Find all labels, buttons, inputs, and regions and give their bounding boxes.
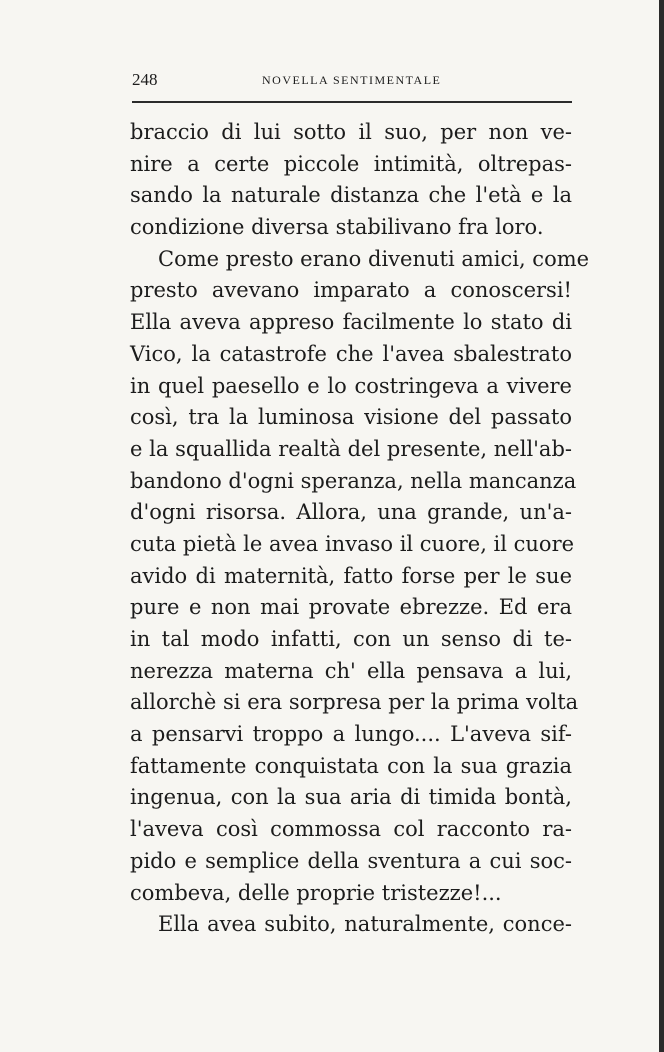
text-line: pure e non mai provate ebrezze. Ed era [130, 595, 572, 620]
text-line: pido e semplice della sventura a cui soc- [130, 848, 572, 873]
text-line: nire a certe piccole intimità, oltrepas- [130, 151, 572, 176]
text-line: d'ogni risorsa. Allora, una grande, un'a- [130, 500, 572, 525]
text-line: Vico, la catastrofe che l'avea sbalestrato [130, 341, 572, 366]
text-line: Ella aveva appreso facilmente lo stato di [130, 310, 572, 335]
header-rule [132, 101, 572, 103]
text-line: e la squallida realtà del presente, nell'ab- [130, 436, 572, 461]
text-line: nerezza materna ch' ella pensava a lui, [130, 658, 572, 683]
page-edge-shadow [659, 0, 664, 1052]
text-line: in quel paesello e lo costringeva a vivere [130, 373, 572, 398]
body-text [130, 117, 590, 941]
text-line: a pensarvi troppo a lungo.... L'aveva sif- [130, 722, 572, 747]
page-header [132, 70, 572, 94]
text-line: così, tra la luminosa visione del passato [130, 405, 572, 430]
text-line: braccio di lui sotto il suo, per non ve- [130, 120, 572, 144]
text-line: fattamente conquistata con la sua grazia [130, 753, 572, 778]
text-line: bandono d'ogni speranza, nella mancanza [130, 468, 577, 493]
text-line: presto avevano imparato a conoscersi! [130, 278, 572, 303]
page-number: 248 [132, 70, 158, 89]
text-line: combeva, delle proprie tristezze!... [130, 880, 502, 905]
text-line: cuta pietà le avea invaso il cuore, il cuore [130, 531, 575, 556]
text-line: sando la naturale distanza che l'età e la [130, 183, 572, 208]
text-line: ingenua, con la sua aria di timida bontà, [130, 785, 572, 810]
text-line: Come presto erano divenuti amici, come [158, 246, 590, 271]
text-line: in tal modo infatti, con un senso di te- [130, 627, 572, 651]
text-line: condizione diversa stabilivano fra loro. [130, 215, 544, 240]
text-line: l'aveva così commossa col racconto ra- [130, 817, 572, 842]
running-title: NOVELLA SENTIMENTALE [262, 73, 442, 87]
text-line: avido di maternità, fatto forse per le sue [130, 563, 572, 588]
text-line: Ella avea subito, naturalmente, conce- [158, 912, 572, 937]
text-line: allorchè si era sorpresa per la prima volta [130, 690, 579, 715]
